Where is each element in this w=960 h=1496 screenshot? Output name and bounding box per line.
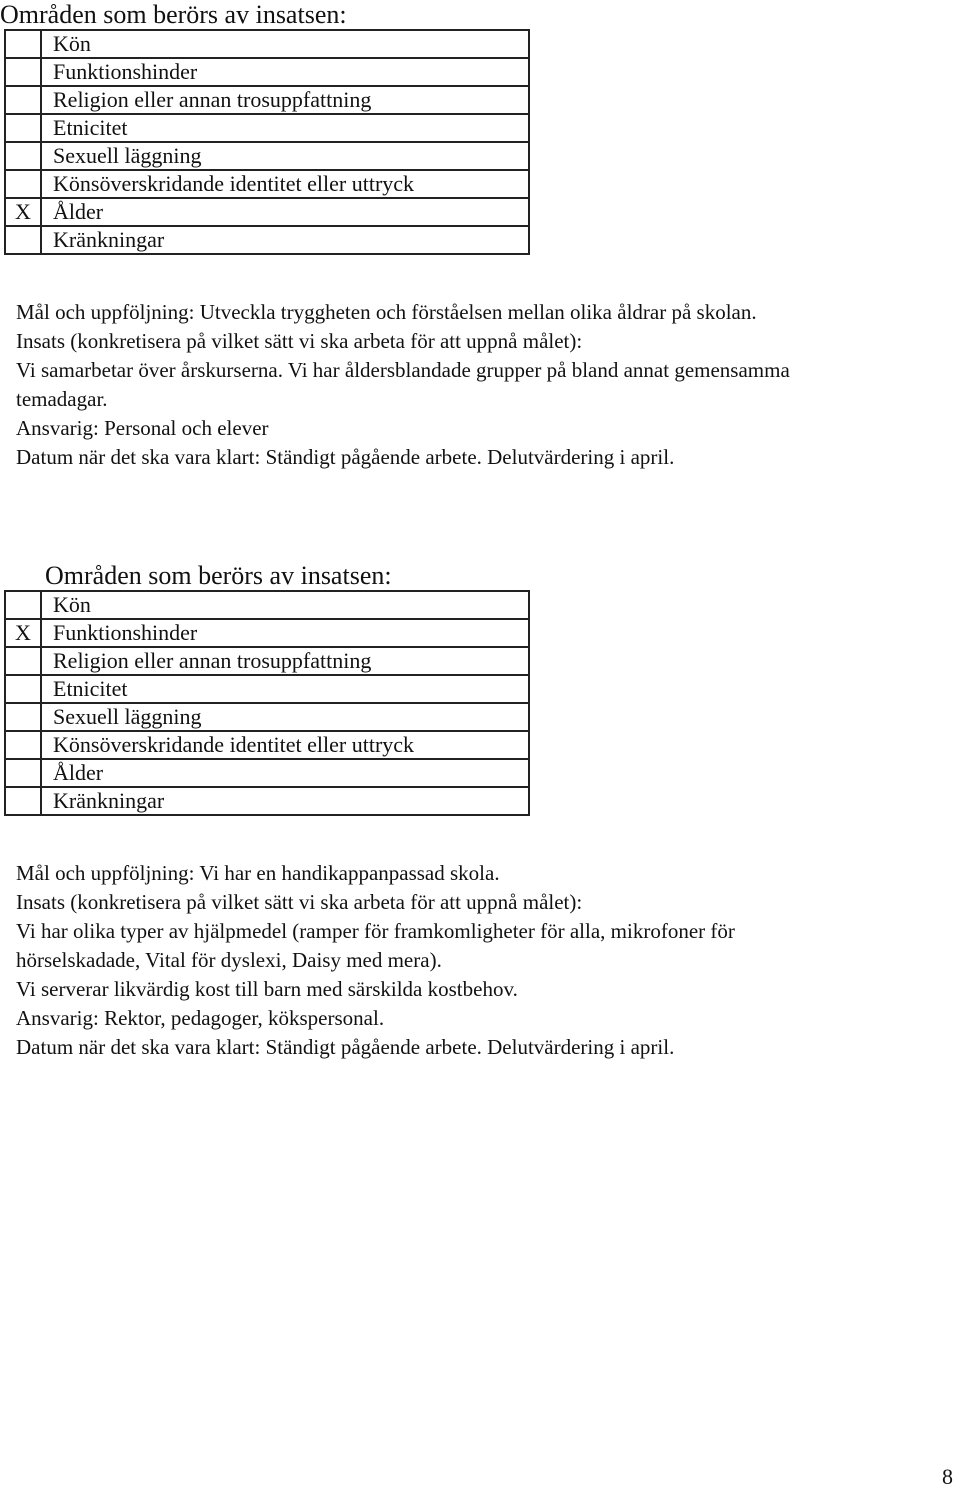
table-row [5,170,529,198]
table-row [5,731,529,759]
table-row [5,619,529,647]
action-line: hörselskadade, Vital för dyslexi, Daisy med mera). [16,948,442,972]
table-row [5,591,529,619]
row-label: Könsöverskridande identitet eller uttryck [41,170,529,198]
row-label: Religion eller annan trosuppfattning [41,86,529,114]
responsible-line: Ansvarig: Rektor, pedagoger, kökspersonal. [16,1006,385,1030]
row-mark [5,142,41,170]
row-mark [5,58,41,86]
section2-description [16,859,946,1062]
table-row [5,114,529,142]
row-mark: X [5,198,41,226]
row-mark [5,703,41,731]
row-label: Sexuell läggning [41,703,529,731]
deadline-line: Datum när det ska vara klart: Ständigt pågående arbete. Delutvärdering i april. [16,445,675,469]
deadline-line: Datum när det ska vara klart: Ständigt pågående arbete. Delutvärdering i april. [16,1035,675,1059]
action-line: temadagar. [16,387,108,411]
row-mark [5,731,41,759]
row-mark [5,675,41,703]
table-row [5,86,529,114]
row-mark [5,759,41,787]
row-label: Etnicitet [41,675,529,703]
action-heading-line: Insats (konkretisera på vilket sätt vi ska arbeta för att uppnå målet): [16,329,583,353]
row-label: Funktionshinder [41,619,529,647]
row-mark [5,170,41,198]
responsible-line: Ansvarig: Personal och elever [16,416,269,440]
action-line: Vi serverar likvärdig kost till barn med särskilda kostbehov. [16,977,518,1001]
section1-description [16,298,946,472]
row-label: Religion eller annan trosuppfattning [41,647,529,675]
table-row [5,787,529,815]
row-mark [5,591,41,619]
row-mark [5,787,41,815]
table-row [5,58,529,86]
row-label: Funktionshinder [41,58,529,86]
table-row [5,647,529,675]
table-row [5,142,529,170]
goal-line: Mål och uppföljning: Vi har en handikappanpassad skola. [16,861,500,885]
action-line: Vi har olika typer av hjälpmedel (ramper för framkomligheter för alla, mikrofoner för [16,919,735,943]
row-mark [5,30,41,58]
row-mark [5,114,41,142]
row-label: Kränkningar [41,787,529,815]
row-label: Kön [41,591,529,619]
table-row [5,198,529,226]
row-mark [5,226,41,254]
table-row [5,30,529,58]
section1-areas-table [4,29,530,255]
page-number: 8 [942,1464,953,1489]
table-row [5,675,529,703]
row-label: Etnicitet [41,114,529,142]
section1-heading: Områden som berörs av insatsen: [0,0,347,29]
section2-areas-table [4,590,530,816]
row-mark [5,86,41,114]
action-heading-line: Insats (konkretisera på vilket sätt vi ska arbeta för att uppnå målet): [16,890,583,914]
table-row [5,226,529,254]
row-label: Kränkningar [41,226,529,254]
row-mark: X [5,619,41,647]
row-label: Ålder [41,198,529,226]
row-mark [5,647,41,675]
table-row [5,759,529,787]
row-label: Könsöverskridande identitet eller uttryck [41,731,529,759]
goal-line: Mål och uppföljning: Utveckla tryggheten och förståelsen mellan olika åldrar på skolan. [16,300,757,324]
action-line: Vi samarbetar över årskurserna. Vi har åldersblandade grupper på bland annat gemensamma [16,358,790,382]
row-label: Kön [41,30,529,58]
row-label: Sexuell läggning [41,142,529,170]
table-row [5,703,529,731]
row-label: Ålder [41,759,529,787]
section2-heading: Områden som berörs av insatsen: [45,561,392,590]
